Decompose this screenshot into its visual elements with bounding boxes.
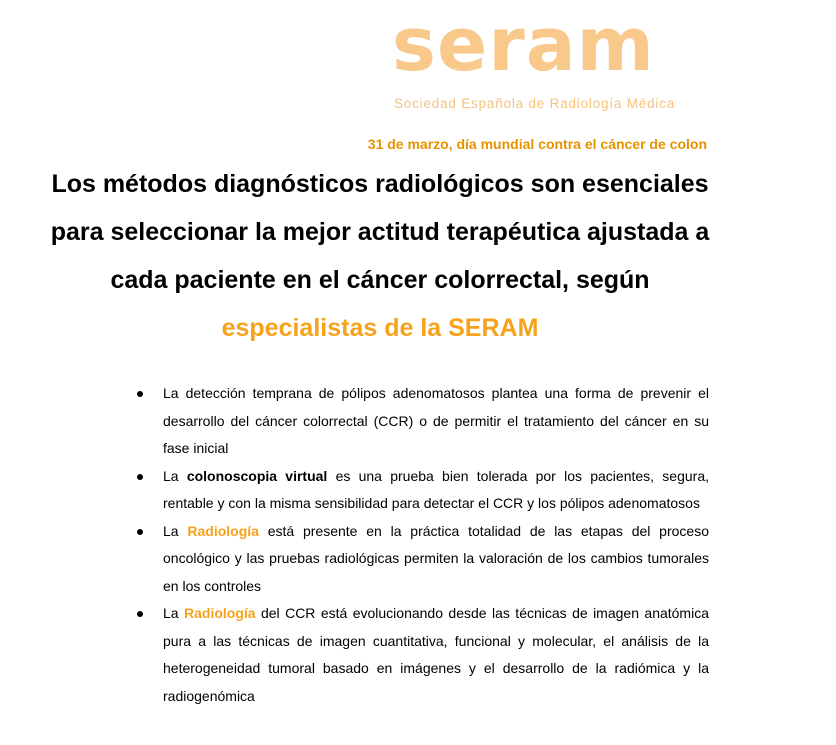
headline: [40, 160, 720, 352]
bullet-text-pre: La: [163, 522, 188, 539]
bullet-highlight-term: Radiología: [184, 605, 256, 621]
bullet-text-pre: La: [163, 605, 184, 621]
list-item: [137, 463, 709, 518]
bullet-highlight-term: Radiología: [187, 522, 259, 539]
bullet-icon: [137, 529, 143, 535]
logo-subtitle: Sociedad Española de Radiología Médica: [394, 96, 676, 111]
bullet-icon: [137, 474, 143, 480]
bullet-icon: [137, 611, 143, 617]
date-line: 31 de marzo, día mundial contra el cáncer de colon: [367, 136, 707, 152]
bullet-text-post: del CCR está evolucionando desde las técnicas de imagen anatómica pura a las técnicas de imagen cuantitativa, funcional y molecular, el análisis de la heterogeneidad tumoral basado en imágenes y el desarrollo de la radiómica y la radiogenómica: [163, 605, 709, 704]
bullet-text-pre: La: [163, 467, 187, 484]
seram-logo: [392, 2, 710, 114]
headline-main: Los métodos diagnósticos radiológicos son esenciales para seleccionar la mejor actitud terapéutica ajustada a cada paciente en el cáncer colorrectal, según: [50, 170, 710, 294]
list-item: [137, 518, 709, 601]
bullet-text: La detección temprana de pólipos adenomatosos plantea una forma de prevenir el desarrollo del cáncer colorrectal (CCR) o de permitir el tratamiento del cáncer en su fase inicial: [163, 385, 709, 456]
bullet-text-post: está presente en la práctica totalidad de las etapas del proceso oncológico y las pruebas radiológicas permiten la valoración de los cambios tumorales en los controles: [163, 522, 709, 594]
list-item: [137, 600, 709, 710]
bullet-icon: [137, 391, 143, 397]
bullet-bold-term: colonoscopia virtual: [186, 467, 328, 484]
headline-accent: especialistas de la SERAM: [221, 314, 539, 342]
bullet-text-post: es una prueba bien tolerada por los pacientes, segura, rentable y con la misma sensibilidad para detectar el CCR y los pólipos adenomatosos: [163, 467, 710, 511]
list-item: [137, 380, 709, 463]
bullet-list: [137, 380, 709, 710]
logo-wordmark: seram: [392, 2, 655, 88]
